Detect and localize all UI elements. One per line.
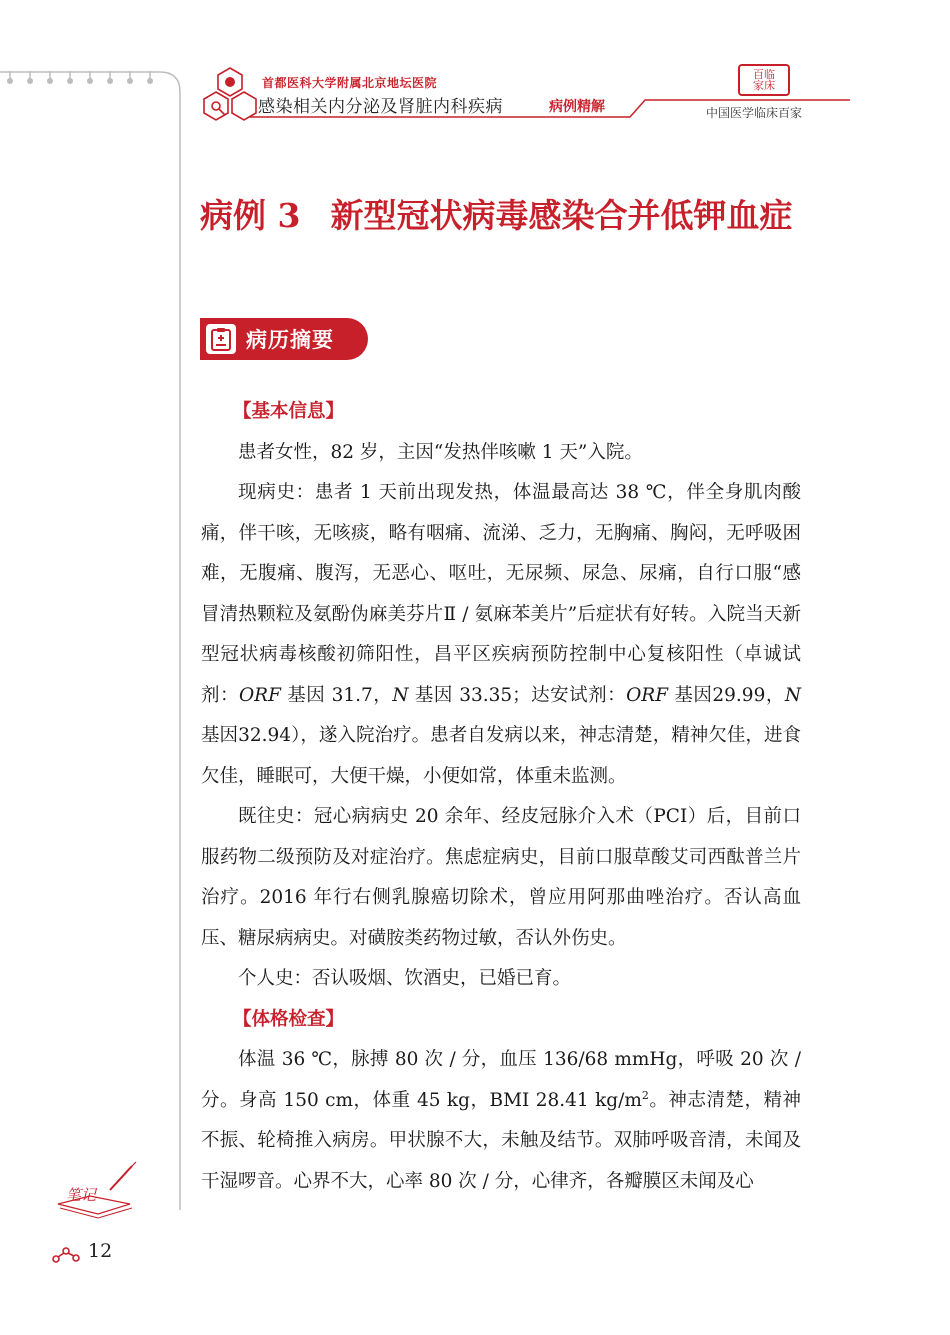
hexagon-logo-icon (200, 66, 260, 128)
orf-gene-label: ORF (238, 684, 281, 706)
case-number: 病例 3 (200, 196, 301, 235)
physical-exam-heading: 【体格检查】 (233, 1008, 345, 1030)
notes-pen-icon (50, 1160, 140, 1220)
case-title (200, 190, 792, 237)
publisher-name: 中国医学临床百家 (706, 106, 803, 120)
book-title: 感染相关内分泌及肾脏内科疾病 (258, 97, 503, 117)
publisher-seal (738, 64, 790, 96)
orf-gene-label: ORF (626, 684, 669, 706)
section-label: 病历摘要 (246, 328, 334, 352)
page-number: 12 (88, 1240, 113, 1262)
physical-exam-text-b: 。神志清楚，精神不振、轮椅推入病房。甲状腺不大，未触及结节。双肺呼吸音清，未闻及干湿啰音。心界不大，心率 80 次 / 分，心律齐，各瓣膜区未闻及心 (201, 1089, 801, 1192)
present-illness-text-e: 基因32.94），遂入院治疗。患者自发病以来，神志清楚，精神欠佳，进食欠佳，睡眠可，大便干燥，小便如常，体重未监测。 (201, 725, 801, 787)
present-illness-text-c: 基因 33.35；达安试剂： (408, 684, 627, 706)
present-illness-text-a: 现病史：患者 1 天前出现发热，体温最高达 38 ℃，伴全身肌肉酸痛，伴干咳，无咳痰，略有咽痛、流涕、乏力，无胸痛、胸闷，无呼吸困难，无腹痛、腹泻，无恶心、呕吐，无尿频、尿急、尿痛，自行口服“感冒清热颗粒及氨酚伪麻美芬片Ⅱ / 氨麻苯美片”后症状有好转。入院当天新型冠状病毒核酸初筛阳性，昌平区疾病预防控制中心复核阳性（卓诚试剂： (201, 482, 801, 706)
n-gene-label: N (784, 684, 802, 706)
physical-exam (201, 1040, 801, 1202)
personal-history: 个人史：否认吸烟、饮酒史，已婚已育。 (238, 968, 572, 989)
n-gene-label: N (392, 684, 409, 706)
notebook-rail (0, 70, 185, 1210)
case-body (201, 392, 801, 1202)
present-illness-text-b: 基因 31.7， (280, 684, 393, 706)
present-illness (201, 473, 801, 797)
case-title-text: 新型冠状病毒感染合并低钾血症 (330, 196, 793, 235)
seal-text: 百临家床 (753, 68, 775, 92)
superscript-two: 2 (641, 1088, 649, 1102)
patient-intro: 患者女性，82 岁，主因“发热伴咳嗽 1 天”入院。 (238, 441, 643, 463)
basic-info-heading: 【基本信息】 (233, 401, 345, 422)
section-banner (200, 318, 368, 360)
physical-exam-text-a: 体温 36 ℃，脉搏 80 次 / 分，血压 136/68 mmHg，呼吸 20 次 / 分。身高 150 cm，体重 45 kg，BMI 28.41 kg/m (201, 1049, 801, 1111)
present-illness-text-d: 基因29.99， (668, 684, 785, 706)
series-label: 病例精解 (549, 99, 605, 115)
medical-record-icon (206, 324, 236, 354)
notes-label: 笔记 (66, 1186, 97, 1204)
past-history: 既往史：冠心病病史 20 余年、经皮冠脉介入术（PCI）后，目前口服药物二级预防及对症治疗。焦虑症病史，目前口服草酸艾司西酞普兰片治疗。2016 年行右侧乳腺癌切除术，曾应用阿那曲唑治疗。否认高血压、糖尿病病史。对磺胺类药物过敏，否认外伤史。 (201, 806, 801, 949)
molecule-icon (52, 1246, 80, 1264)
hospital-name: 首都医科大学附属北京地坛医院 (262, 76, 438, 90)
